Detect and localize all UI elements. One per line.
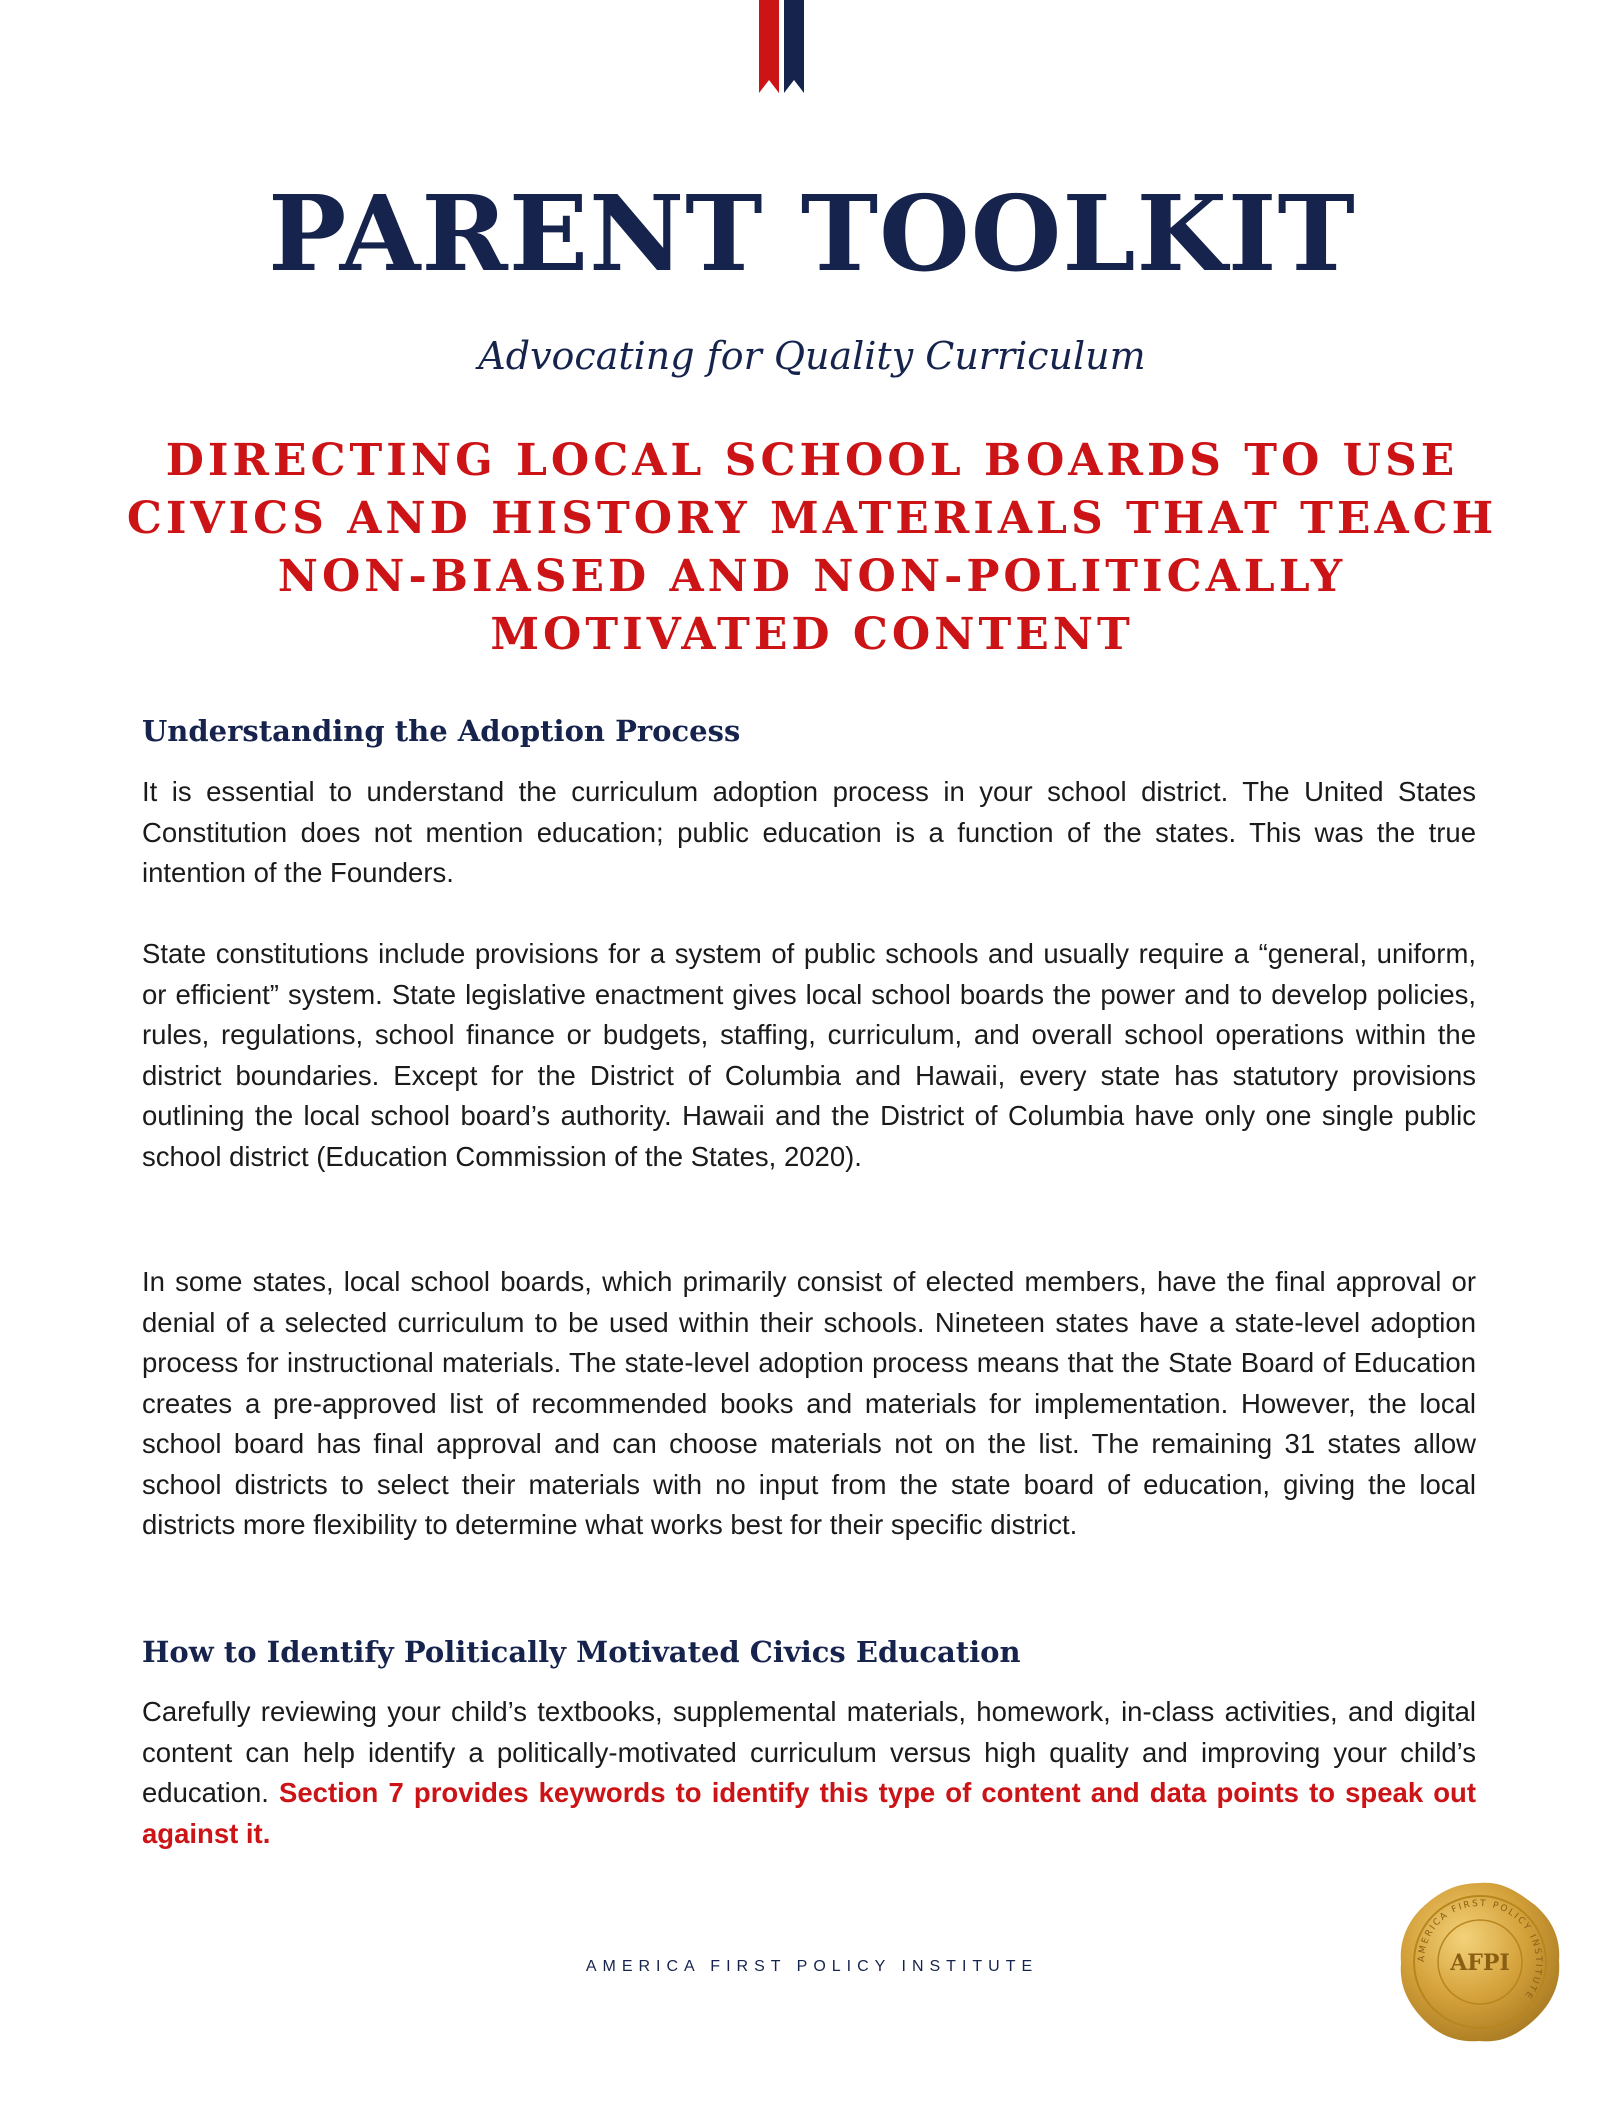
paragraph: In some states, local school boards, which primarily consist of elected members, have the final approval or denial of a selected curriculum to be used within their schools. Nineteen states have a state-level adoption process for instructional materials. The state-level adoption process means that the State Board of Education creates a pre-approved list of recommended books and materials for implementation. However, the local school board has final approval and can choose materials not on the list. The remaining 31 states allow school districts to select their materials with no input from the state board of education, giving the local districts more flexibility to determine what works best for their specific district. bbox=[142, 1266, 1476, 1540]
section-heading-politically-motivated: How to Identify Politically Motivated Civics Education bbox=[142, 1635, 1021, 1669]
headline: DIRECTING LOCAL SCHOOL BOARDS TO USE CIVICS AND HISTORY MATERIALS THAT TEACH NON-BIASED AND NON-POLITICALLY MOTIVATED CONTENT bbox=[126, 435, 1498, 660]
paragraph bbox=[142, 1692, 1476, 1854]
afpi-seal-icon bbox=[1395, 1877, 1565, 2047]
paragraph: It is essential to understand the curriculum adoption process in your school district. The United States Constitution does not mention education; public education is a function of the states. This was the true intention of the Founders. bbox=[142, 776, 1476, 888]
paragraph: State constitutions include provisions for a system of public schools and usually require a “general, uniform, or efficient” system. State legislative enactment gives local school boards the power and to develop policies, rules, regulations, school finance or budgets, staffing, curriculum, and overall school operations within the district boundaries. Except for the District of Columbia and Hawaii, every state has statutory provisions outlining the local school board’s authority. Hawaii and the District of Columbia have only one single public school district (Education Commission of the States, 2020). bbox=[142, 938, 1476, 1172]
ribbon-bookmark-icon bbox=[757, 0, 805, 95]
section-heading-adoption-process: Understanding the Adoption Process bbox=[142, 714, 741, 748]
paragraph-text: Carefully reviewing your child’s textbooks, supplemental materials, homework, in-class activities, and digital content can help identify a politically-motivated curriculum versus high quality and improving your child’s education. bbox=[142, 1696, 1476, 1808]
svg-text:AMERICA FIRST POLICY INSTITUTE: AMERICA FIRST POLICY INSTITUTE bbox=[1416, 1898, 1544, 2002]
svg-text:AFPI: AFPI bbox=[1450, 1950, 1510, 1976]
page-title: PARENT TOOLKIT bbox=[268, 172, 1356, 295]
page-subtitle: Advocating for Quality Curriculum bbox=[478, 334, 1146, 378]
footer-organization: AMERICA FIRST POLICY INSTITUTE bbox=[585, 1958, 1039, 1975]
paragraph-highlight: Section 7 provides keywords to identify this type of content and data points to speak out against it. bbox=[142, 1777, 1476, 1849]
